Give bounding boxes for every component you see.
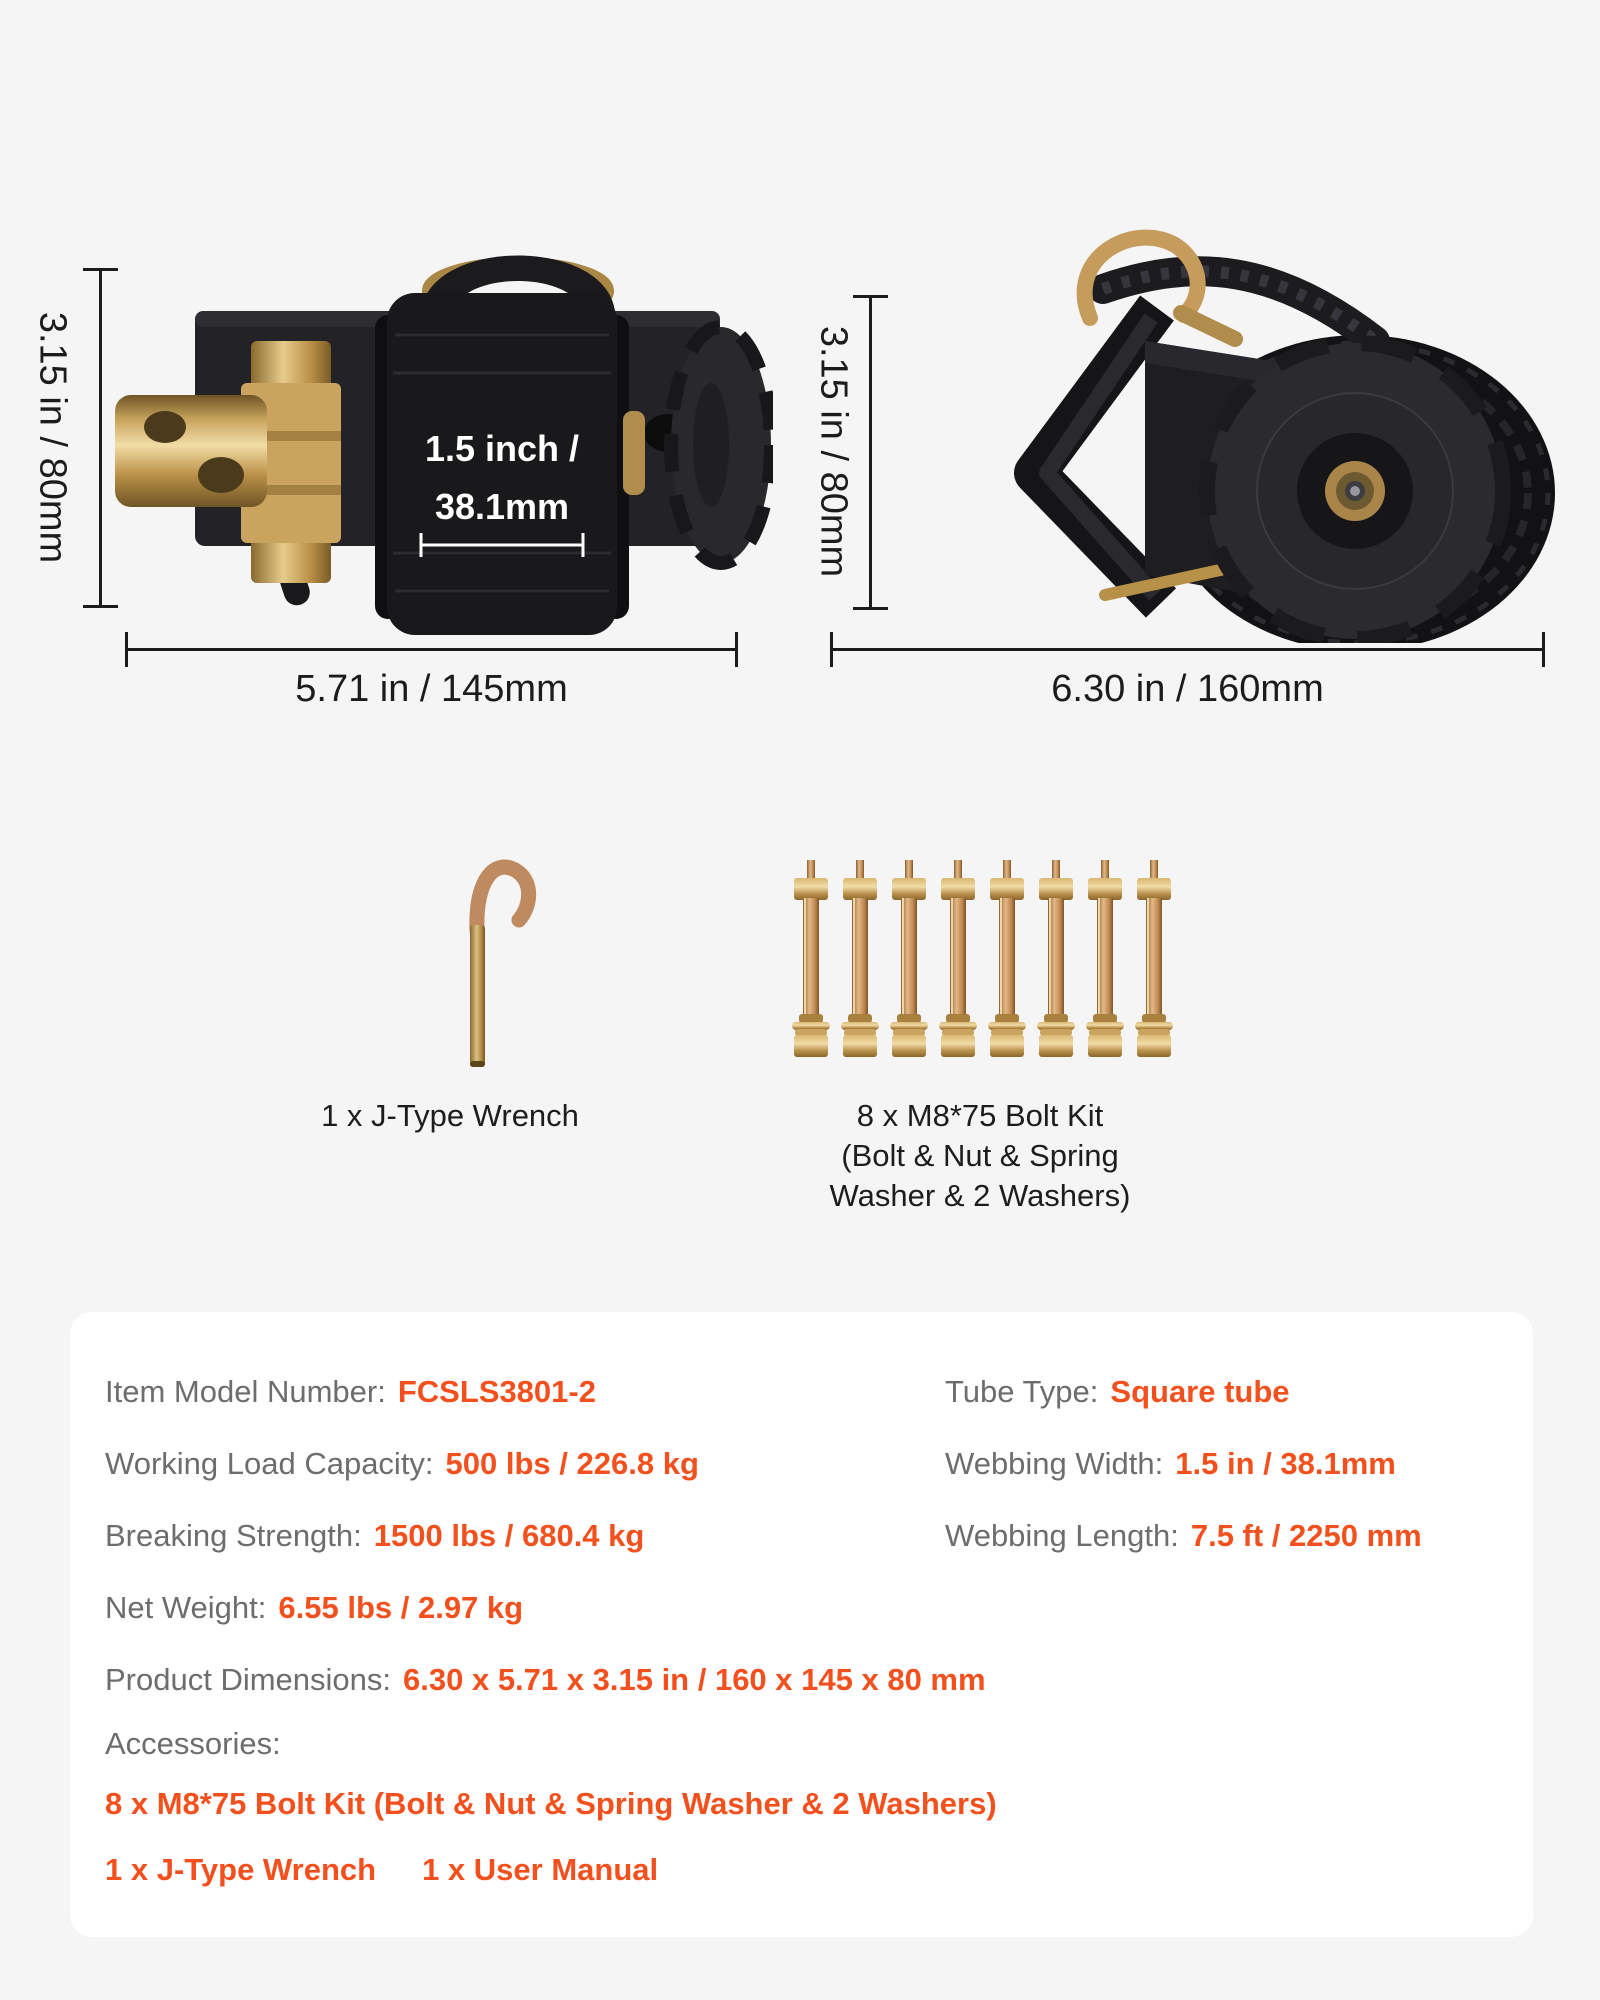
right-width-dim-line [830,648,1545,651]
spec-label: Working Load Capacity: [105,1446,434,1481]
spec-item-model [105,1374,596,1410]
wrench-hook [477,867,529,931]
spec-label: Breaking Strength: [105,1518,362,1553]
right-height-dim-text: 3.15 in / 80mm [812,325,855,578]
spec-label: Product Dimensions: [105,1662,392,1697]
spec-accessories-heading [105,1726,281,1762]
bolt-caption-line2: (Bolt & Nut & Spring [841,1138,1119,1173]
spec-net-weight [105,1590,523,1626]
strap-width-label-line1: 1.5 inch / [424,428,580,469]
wrench-caption: 1 x J-Type Wrench [321,1098,579,1133]
accessory-wrench: 1 x J-Type Wrench [105,1852,377,1887]
spec-value: 7.5 ft / 2250 mm [1190,1518,1422,1553]
spec-label: Webbing Length: [945,1518,1179,1553]
left-height-dim-line [99,268,102,608]
accessory-line-wrench-manual [105,1852,658,1888]
bolt-caption-line3: Washer & 2 Washers) [829,1178,1131,1213]
spec-value: 1.5 in / 38.1mm [1175,1446,1396,1481]
spec-breaking-strength [105,1518,644,1554]
bolt-kit-photo [788,858,1176,1070]
spec-label: Tube Type: [945,1374,1099,1409]
left-product-photo [103,223,773,638]
accessory-line-bolt-kit: 8 x M8*75 Bolt Kit (Bolt & Nut & Spring Washer & 2 Washers) [105,1786,997,1821]
square-tube-shaft [115,395,267,507]
spec-label: Accessories: [105,1726,281,1761]
spec-value: 6.55 lbs / 2.97 kg [278,1590,524,1625]
spec-label: Item Model Number: [105,1374,386,1409]
spec-tube-type [945,1374,1290,1410]
spec-working-load [105,1446,699,1482]
spec-value: FCSLS3801-2 [397,1374,596,1409]
j-type-wrench-photo [425,835,555,1075]
left-width-dim-text: 5.71 in / 145mm [295,668,568,710]
wrench-shaft [470,925,485,1067]
shaft-hole-2 [198,457,244,493]
axle-washer [623,411,645,495]
right-width-dim-text: 6.30 in / 160mm [1051,668,1324,710]
left-height-dim-text: 3.15 in / 80mm [31,311,74,564]
spec-webbing-width [945,1446,1396,1482]
spec-value: 6.30 x 5.71 x 3.15 in / 160 x 145 x 80 mm [403,1662,986,1697]
spec-value: 1500 lbs / 680.4 kg [373,1518,645,1553]
spec-label: Net Weight: [105,1590,267,1625]
spec-product-dimensions [105,1662,986,1698]
shaft-hole-1 [144,411,186,443]
spec-value: Square tube [1110,1374,1290,1409]
right-height-dim-line [869,295,872,610]
strap-width-label-line2: 38.1mm [434,486,570,527]
right-product-photo [905,223,1560,643]
accessory-user-manual: 1 x User Manual [422,1852,659,1887]
spec-value: 500 lbs / 226.8 kg [445,1446,699,1481]
spec-label: Webbing Width: [945,1446,1164,1481]
left-width-dim-line [125,648,738,651]
spec-webbing-length [945,1518,1422,1554]
bolt-caption-line1: 8 x M8*75 Bolt Kit [856,1098,1104,1133]
